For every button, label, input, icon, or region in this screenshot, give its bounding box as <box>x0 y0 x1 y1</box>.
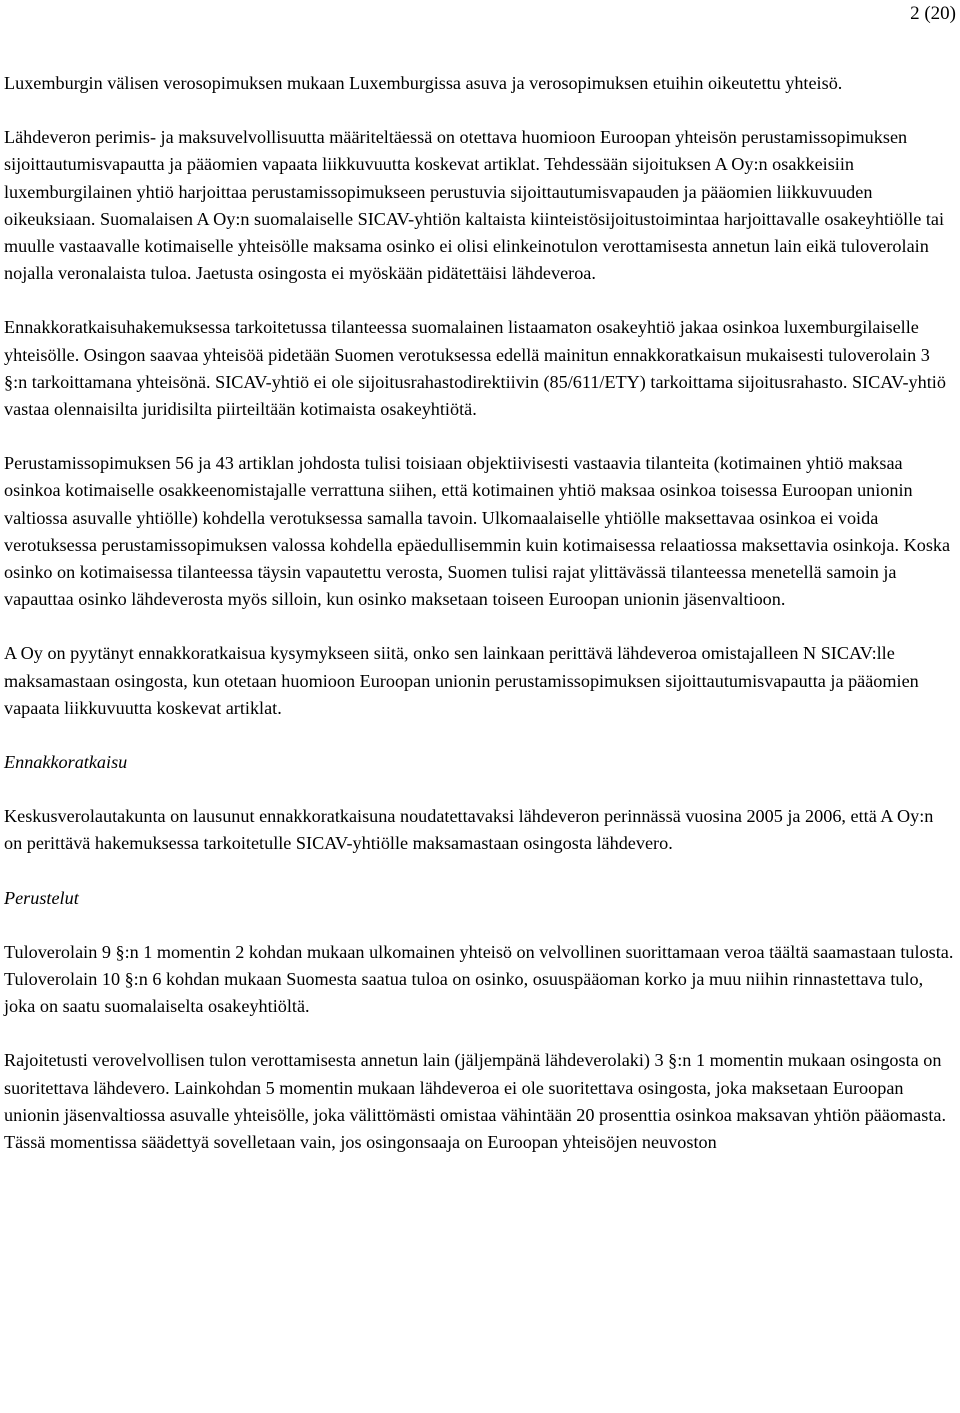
paragraph: Keskusverolautakunta on lausunut ennakkoratkaisuna noudatettavaksi lähdeveron perinnässä vuosina 2005 ja 2006, että A Oy:n on perittävä hakemuksessa tarkoitetulle SICAV-yhtiölle maksamastaan osingosta lähdevero. <box>4 806 934 854</box>
section-heading-perustelut: Perustelut <box>4 887 79 908</box>
paragraph: Rajoitetusti verovelvollisen tulon verottamisesta annetun lain (jäljempänä lähdeverolaki) 3 §:n 1 momentin mukaan osingosta on suoritettava lähdevero. Lainkohdan 5 momentin mukaan lähdeveroa ei ole suoritettava osingosta, joka maksetaan Euroopan unionin jäsenvaltiossa asuvalle yhteisölle, joka välittömästi omistaa vähintään 20 prosenttia osinkoa maksavan yhtiön pääomasta. Tässä momentissa säädettyä sovelletaan vain, jos osingonsaaja on Euroopan yhteisöjen neuvoston <box>4 1050 947 1153</box>
paragraph: Luxemburgin välisen verosopimuksen mukaan Luxemburgissa asuva ja verosopimuksen etuihin oikeutettu yhteisö. <box>4 73 843 93</box>
document-body <box>4 70 956 1183</box>
page-number: 2 (20) <box>910 3 956 24</box>
paragraph: Tuloverolain 9 §:n 1 momentin 2 kohdan mukaan ulkomainen yhteisö on velvollinen suorittamaan veroa täältä saamastaan tulosta. Tuloverolain 10 §:n 6 kohdan mukaan Suomesta saatua tuloa on osinko, osuuspääoman korko ja muu niihin rinnastettava tulo, joka on saatu suomalaiselta osakeyhtiöltä. <box>4 941 954 1017</box>
section-heading-ennakkoratkaisu: Ennakkoratkaisu <box>4 752 128 773</box>
paragraph: A Oy on pyytänyt ennakkoratkaisua kysymykseen siitä, onko sen lainkaan perittävä lähdeveroa omistajalleen N SICAV:lle maksamastaan osingosta, kun otetaan huomioon Euroopan unionin perustamissopimuksen sijoittautumisvapautta ja pääomien vapaata liikkuvuutta koskevat artiklat. <box>4 643 919 718</box>
paragraph: Lähdeveron perimis- ja maksuvelvollisuutta määriteltäessä on otettava huomioon Euroopan yhteisön perustamissopimuksen sijoittautumisvapautta ja pääomien vapaata liikkuvuutta koskevat artiklat. Tehdessään sijoituksen A Oy:n osakkeisiin luxemburgilainen yhtiö harjoittaa perustamissopimukseen perustuvia sijoittautumisvapauden ja pääomien liikkuvuuden oikeuksiaan. Suomalaisen A Oy:n suomalaiselle SICAV-yhtiön kaltaista kiinteistösijoitustoimintaa harjoittavalle osakeyhtiölle tai muulle vastaavalle kotimaiselle yhteisölle maksama osinko ei olisi elinkeinotulon verottamisesta annetun lain eikä tuloverolain nojalla veronalaista tuloa. Jaetusta osingosta ei myöskään pidätettäisi lähdeveroa. <box>4 127 945 284</box>
paragraph: Ennakkoratkaisuhakemuksessa tarkoitetussa tilanteessa suomalainen listaamaton osakeyhtiö jakaa osinkoa luxemburgilaiselle yhteisölle. Osingon saavaa yhteisöä pidetään Suomen verotuksessa edellä mainitun ennakkoratkaisun mukaisesti tuloverolain 3 §:n tarkoittamana yhteisönä. SICAV-yhtiö ei ole sijoitusrahastodirektiivin (85/611/ETY) tarkoittama sijoitusrahasto. SICAV-yhtiö vastaa olennaisilta juridisilta piirteiltään kotimaista osakeyhtiötä. <box>4 317 946 420</box>
paragraph: Perustamissopimuksen 56 ja 43 artiklan johdosta tulisi toisiaan objektiivisesti vastaavia tilanteita (kotimainen yhtiö maksaa osinkoa kotimaiselle osakkeenomistajalle verrattuna siihen, että kotimainen yhtiö maksaa osinkoa toisessa Euroopan unionin valtiossa asuvalle yhtiölle) kohdella verotuksessa samalla tavoin. Ulkomaalaiselle yhtiölle maksettavaa osinkoa ei voida verotuksessa perustamissopimuksen valossa kohdella epäedullisemmin kuin kotimaisessa relaatiossa maksettavia osinkoja. Koska osinko on kotimaisessa tilanteessa täysin vapautettu verosta, Suomen tulisi rajat ylittävässä tilanteessa menetellä samoin ja vapauttaa osinko lähdeverosta myös silloin, kun osinko maksetaan toiseen Euroopan unionin jäsenvaltioon. <box>4 453 951 610</box>
